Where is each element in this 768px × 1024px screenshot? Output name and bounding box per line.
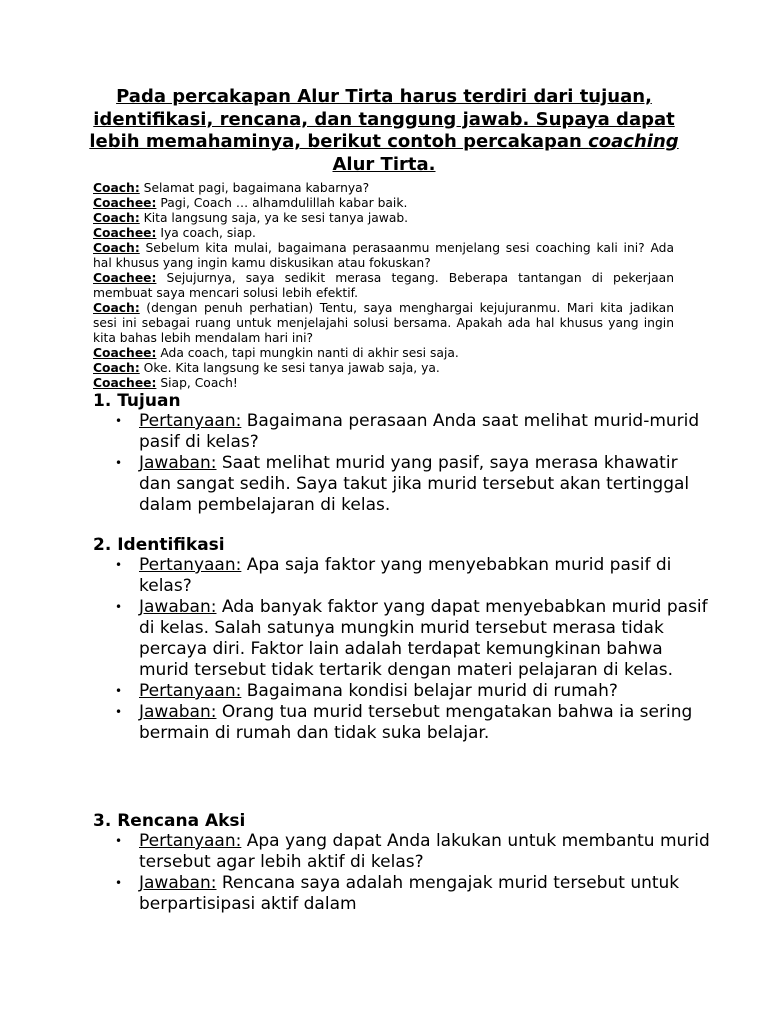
speaker-label: Coach: — [93, 361, 140, 375]
item-label: Jawaban: — [139, 702, 217, 722]
document-title — [80, 86, 688, 176]
section-heading: 3. Rencana Aksi — [93, 811, 246, 831]
dialog-line — [93, 346, 674, 361]
item-text: Rencana saya adalah mengajak murid tersebut untuk berpartisipasi aktif dalam — [139, 873, 680, 914]
speaker-label: Coachee: — [93, 196, 157, 210]
item-text: Apa yang dapat Anda lakukan untuk membantu murid tersebut agar lebih aktif di kelas? — [139, 831, 710, 872]
item-text: Bagaimana kondisi belajar murid di rumah? — [241, 681, 618, 701]
speaker-label: Coachee: — [93, 271, 157, 285]
item-label: Jawaban: — [139, 453, 217, 473]
title-text: Pada percakapan Alur Tirta harus terdiri dari tujuan, identifikasi, rencana, dan tanggung jawab. Supaya dapat lebih memahaminya, berikut contoh percakapan — [89, 86, 675, 152]
bullet-icon: • — [115, 558, 123, 572]
dialog-line — [93, 226, 674, 241]
speaker-label: Coach: — [93, 211, 140, 225]
dialog-text: (dengan penuh perhatian) Tentu, saya menghargai kejujuranmu. Mari kita jadikan sesi ini sebagai ruang untuk menjelajahi solusi bersama. Apakah ada hal khusus yang ingin kita bahas lebih mendalam hari ini? — [93, 301, 674, 345]
list-item — [93, 873, 713, 915]
dialog-line — [93, 301, 674, 346]
list-item — [93, 597, 713, 681]
dialog-text: Oke. Kita langsung ke sesi tanya jawab saja, ya. — [139, 361, 440, 375]
item-label: Pertanyaan: — [139, 555, 242, 575]
list-item — [93, 702, 713, 744]
item-text: Orang tua murid tersebut mengatakan bahwa ia sering bermain di rumah dan tidak suka belajar. — [139, 702, 693, 743]
list-item — [93, 453, 713, 516]
section-heading: 1. Tujuan — [93, 391, 181, 411]
dialog-line — [93, 211, 674, 226]
section-tujuan — [93, 391, 713, 516]
item-label: Pertanyaan: — [139, 681, 242, 701]
item-text: Apa saja faktor yang menyebabkan murid pasif di kelas? — [139, 555, 672, 596]
item-label: Jawaban: — [139, 873, 217, 893]
item-label: Pertanyaan: — [139, 411, 242, 431]
qa-list — [93, 555, 713, 744]
item-text: Saat melihat murid yang pasif, saya merasa khawatir dan sangat sedih. Saya takut jika murid tersebut akan tertinggal dalam pembelajaran di kelas. — [139, 453, 690, 515]
dialog-text: Kita langsung saja, ya ke sesi tanya jawab. — [139, 211, 409, 225]
qa-list — [93, 411, 713, 516]
bullet-icon: • — [115, 414, 123, 428]
title-emphasis: coaching — [588, 131, 679, 152]
list-item — [93, 411, 713, 453]
title-text-end: Alur Tirta. — [332, 153, 436, 175]
speaker-label: Coachee: — [93, 376, 157, 390]
item-text: Ada banyak faktor yang dapat menyebabkan murid pasif di kelas. Salah satunya mungkin murid tersebut merasa tidak percaya diri. Faktor lain adalah terdapat kemungkinan bahwa murid tersebut tidak tertarik dengan materi pelajaran di kelas. — [139, 597, 708, 680]
bullet-icon: • — [115, 876, 123, 890]
list-item — [93, 831, 713, 873]
dialog-line — [93, 361, 674, 376]
section-identifikasi — [93, 535, 713, 744]
item-label: Jawaban: — [139, 597, 217, 617]
dialog-text: Siap, Coach! — [156, 376, 238, 390]
dialog-line — [93, 181, 674, 196]
dialog-text: Sebelum kita mulai, bagaimana perasaanmu menjelang sesi coaching kali ini? Ada hal khusus yang ingin kamu diskusikan atau fokuskan? — [93, 241, 674, 270]
dialog-text: Pagi, Coach … alhamdulillah kabar baik. — [156, 196, 408, 210]
section-heading: 2. Identifikasi — [93, 535, 225, 555]
dialog-text: Selamat pagi, bagaimana kabarnya? — [139, 181, 370, 195]
dialog-line — [93, 196, 674, 211]
item-text: Bagaimana perasaan Anda saat melihat murid-murid pasif di kelas? — [139, 411, 700, 452]
dialog-line — [93, 376, 674, 391]
coaching-dialog — [93, 181, 674, 391]
dialog-line — [93, 241, 674, 271]
bullet-icon: • — [115, 834, 123, 848]
speaker-label: Coach: — [93, 301, 140, 315]
dialog-text: Ada coach, tapi mungkin nanti di akhir sesi saja. — [156, 346, 459, 360]
list-item — [93, 681, 713, 702]
item-label: Pertanyaan: — [139, 831, 242, 851]
dialog-text: Sejujurnya, saya sedikit merasa tegang. Beberapa tantangan di pekerjaan membuat saya mencari solusi lebih efektif. — [93, 271, 674, 300]
bullet-icon: • — [115, 456, 123, 470]
speaker-label: Coach: — [93, 241, 140, 255]
speaker-label: Coachee: — [93, 226, 157, 240]
dialog-text: Iya coach, siap. — [156, 226, 256, 240]
bullet-icon: • — [115, 600, 123, 614]
dialog-line — [93, 271, 674, 301]
speaker-label: Coachee: — [93, 346, 157, 360]
bullet-icon: • — [115, 684, 123, 698]
list-item — [93, 555, 713, 597]
section-rencana-aksi — [93, 811, 713, 915]
bullet-icon: • — [115, 705, 123, 719]
qa-list — [93, 831, 713, 915]
speaker-label: Coach: — [93, 181, 140, 195]
